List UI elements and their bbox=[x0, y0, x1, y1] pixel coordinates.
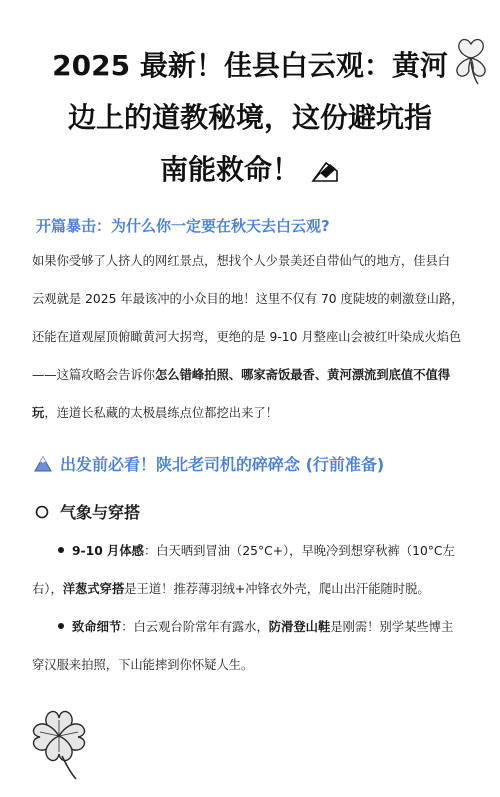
list-item bbox=[32, 608, 476, 646]
weather-heading bbox=[34, 500, 140, 523]
bullet-dot bbox=[58, 623, 64, 629]
bullet-bold-text: 洋葱式穿搭 bbox=[62, 582, 125, 596]
intro-line bbox=[32, 356, 476, 394]
title-line-3: 南能救命！ bbox=[159, 153, 300, 186]
intro-bold-text: 玩 bbox=[32, 406, 45, 420]
bullet-text: 是刚需！别学某些博主 bbox=[330, 620, 454, 634]
intro-line bbox=[32, 394, 476, 432]
intro-text: ——这篇攻略会告诉你 bbox=[32, 368, 155, 382]
page-title bbox=[20, 40, 480, 196]
list-item-cont: 穿汉服来拍照，下山能摔到你怀疑人生。 bbox=[32, 658, 254, 672]
title-line-2: 边上的道教秘境，这份避坑指 bbox=[67, 101, 432, 134]
weather-heading-text: 气象与穿搭 bbox=[60, 503, 141, 522]
bullet-label: 9-10 月体感 bbox=[72, 544, 144, 558]
intro-line: 如果你受够了人挤人的网红景点，想找个人少景美还自带仙气的地方，佳县白 bbox=[32, 254, 451, 268]
sun-icon bbox=[34, 504, 50, 520]
list-item-cont bbox=[32, 570, 476, 608]
pen-sketch-icon bbox=[310, 157, 340, 183]
title-line-1: 2025 最新！佳县白云观：黄河 bbox=[52, 49, 448, 82]
intro-line: 还能在道观屋顶俯瞰黄河大拐弯，更绝的是 9-10 月整座山会被红叶染成火焰色 bbox=[32, 330, 462, 344]
bullet-text: 是王道！推荐薄羽绒+冲锋衣外壳，爬山出汗能随时脱。 bbox=[124, 582, 430, 596]
weather-bullets bbox=[32, 532, 476, 684]
bullet-text: 右）， bbox=[32, 582, 63, 596]
title-line-3-wrap bbox=[20, 144, 480, 196]
intro-paragraph bbox=[32, 242, 476, 432]
bullet-text: ：白天晒到冒油（25°C+），早晚冷到想穿秋裤（10°C左 bbox=[143, 544, 455, 558]
section-heading-text: 出发前必看！陕北老司机的碎碎念 (行前准备) bbox=[60, 455, 385, 474]
bullet-text: ：白云观台阶常年有露水， bbox=[121, 620, 269, 634]
intro-heading: 开篇暴击：为什么你一定要在秋天去白云观? bbox=[36, 217, 330, 235]
section-heading bbox=[34, 452, 384, 475]
four-leaf-clover-icon bbox=[24, 702, 94, 782]
intro-text: ，连道长私藏的太极晨练点位都挖出来了！ bbox=[44, 406, 278, 420]
bullet-label: 致命细节 bbox=[72, 620, 122, 634]
intro-bold-text: 怎么错峰拍照、哪家斋饭最香、黄河漂流到底值不值得 bbox=[154, 368, 451, 382]
bullet-bold-text: 防滑登山鞋 bbox=[268, 620, 331, 634]
intro-line: 云观就是 2025 年最该冲的小众目的地！这里不仅有 70 度陡坡的刺激登山路， bbox=[32, 292, 464, 306]
bullet-dot bbox=[58, 547, 64, 553]
mountain-icon bbox=[34, 455, 52, 473]
list-item bbox=[32, 532, 476, 570]
